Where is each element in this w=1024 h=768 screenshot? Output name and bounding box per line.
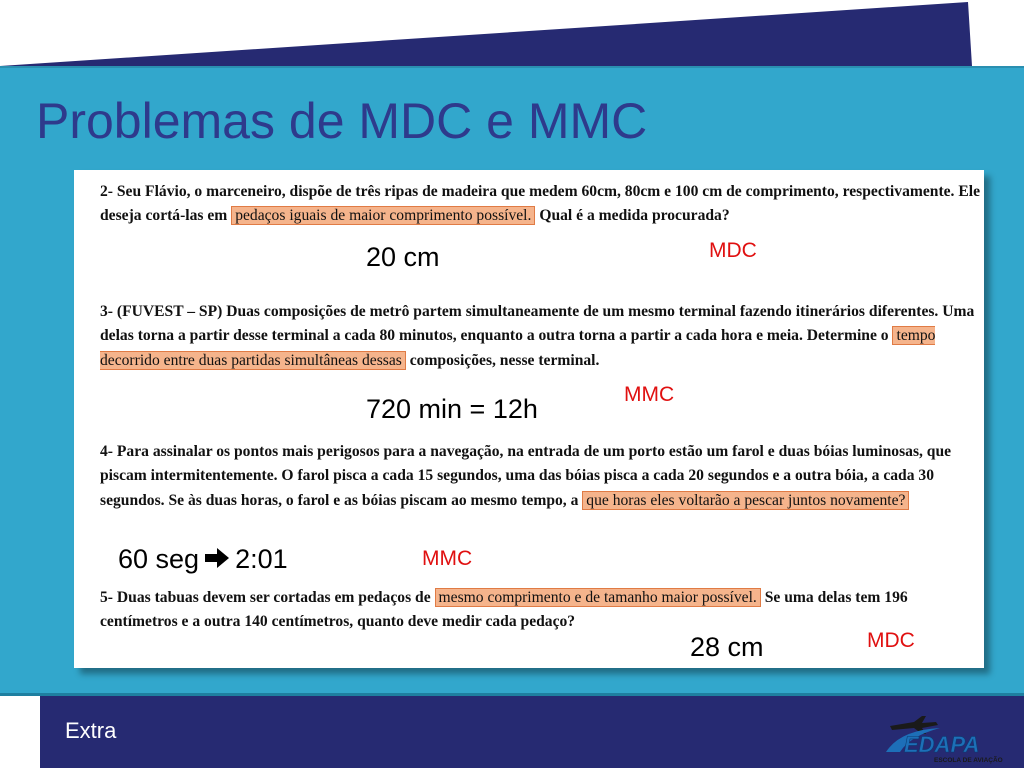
logo-wordmark: EDAPA bbox=[904, 732, 980, 757]
problem-5-text bbox=[100, 586, 980, 635]
problem-5-highlight: mesmo comprimento e de tamanho maior possível. bbox=[435, 588, 761, 607]
problem-5-answer: 28 cm bbox=[690, 632, 764, 662]
problem-2-highlight: pedaços iguais de maior comprimento possível. bbox=[231, 206, 535, 225]
problem-2-type-tag: MDC bbox=[709, 239, 757, 262]
problem-2-text bbox=[100, 180, 980, 229]
problem-3-text-after: composições, nesse terminal. bbox=[405, 351, 600, 369]
problem-2-text-before: 2- Seu Flávio, o marceneiro, dispõe de três ripas de madeira que medem 60cm, 80cm e 100 cm de comprimento, respectivamente. Ele deseja cortá-las em bbox=[100, 183, 981, 225]
bottom-navy-band bbox=[40, 696, 1024, 768]
arrow-right-icon bbox=[203, 546, 231, 570]
problem-2-text-after: Qual é a medida procurada? bbox=[535, 207, 730, 225]
problem-4-answer-seconds: 60 seg bbox=[118, 544, 200, 574]
problems-image-box bbox=[74, 170, 984, 668]
top-navy-band bbox=[0, 2, 972, 66]
problem-4-answer bbox=[118, 546, 288, 573]
problem-5-type-tag: MDC bbox=[867, 629, 915, 652]
problem-3-answer: 720 min = 12h bbox=[366, 394, 538, 424]
problem-4-text bbox=[100, 440, 980, 513]
bottom-left-white-wedge bbox=[0, 696, 40, 768]
footer-label: Extra bbox=[65, 718, 117, 743]
logo-subtext: ESCOLA DE AVIAÇÃO bbox=[934, 757, 1003, 764]
problem-4-answer-time: 2:01 bbox=[235, 544, 288, 574]
slide-title: Problemas de MDC e MMC bbox=[36, 93, 648, 149]
problem-4-type-tag: MMC bbox=[422, 547, 473, 570]
problem-3-text-before: 3- (FUVEST – SP) Duas composições de metrô partem simultaneamente de um mesmo terminal fazendo itinerários diferentes. Uma delas torna a partir desse terminal a cada 80 minutos, enquanto a outra torna a partir a cada hora e meia. Determine o bbox=[100, 303, 975, 345]
edapa-logo bbox=[880, 712, 1020, 768]
problem-3-highlight: tempo decorrido entre duas partidas simultâneas dessas bbox=[100, 327, 936, 369]
problem-5-text-after: Se uma delas tem 196 centímetros e a outra 140 centímetros, quanto deve medir cada pedaço? bbox=[100, 589, 908, 631]
problem-2-answer: 20 cm bbox=[366, 242, 440, 272]
problem-5-text-before: 5- Duas tabuas devem ser cortadas em pedaços de bbox=[100, 589, 435, 606]
problem-4-highlight: que horas eles voltarão a pescar juntos novamente? bbox=[582, 491, 909, 510]
problem-3-type-tag: MMC bbox=[624, 383, 675, 406]
problem-3-text bbox=[100, 300, 980, 373]
problem-4-text-before: 4- Para assinalar os pontos mais perigosos para a navegação, na entrada de um porto estão um farol e duas bóias luminosas, que piscam intermitentemente. O farol pisca a cada 15 segundos, uma das bóias pisca a cada 20 segundos e a outra bóia, a cada 30 segundos. Se às duas horas, o farol e as bóias piscam ao mesmo tempo, a bbox=[100, 443, 952, 509]
